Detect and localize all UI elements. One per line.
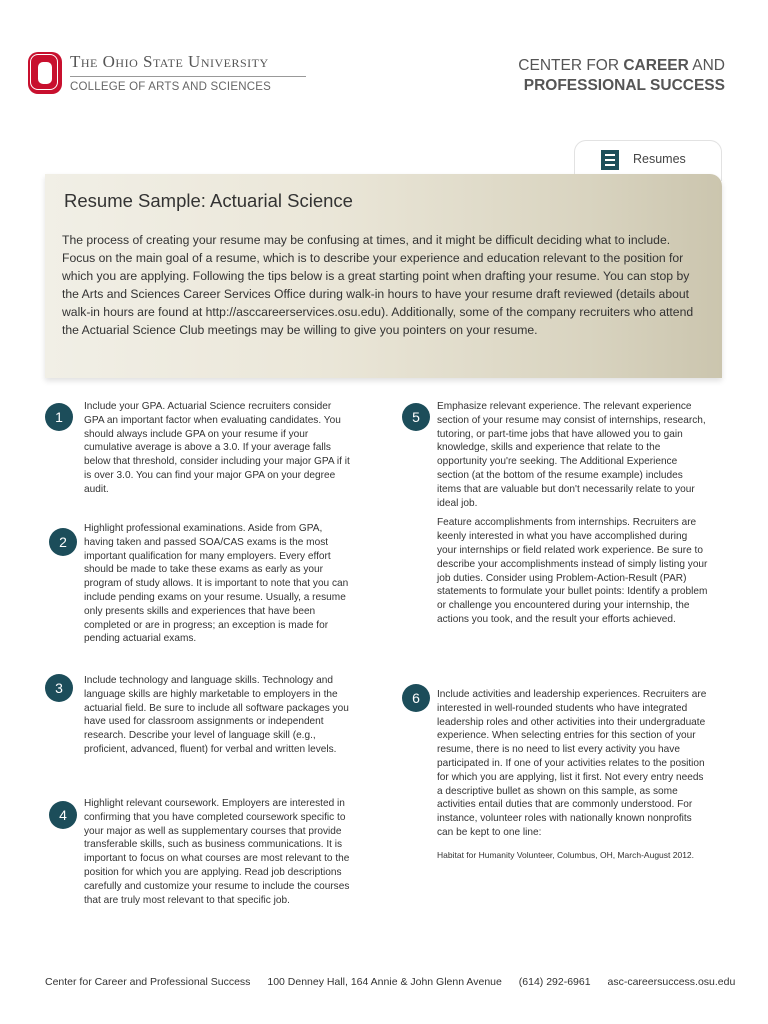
tip-4-text: Highlight relevant coursework. Employers are interested in confirming that you have completed coursework specific to your major as well as supplementary courses that provide transferable skills, such as business communications. It is important to focus on what courses are most relevant to the position for which you are applying. Read job descriptions carefully and customize your resume to include the courses that are truly most relevant to that specific job. <box>84 798 350 906</box>
intro-banner <box>45 174 722 378</box>
center-title: CENTER FOR CAREER AND PROFESSIONAL SUCCESS <box>518 57 725 94</box>
tab-label: Resumes <box>633 152 686 166</box>
intro-paragraph: The process of creating your resume may be confusing at times, and it might be difficult deciding what to include. Focus on the main goal of a resume, which is to describe your experience and education relevant to the position for which you are applying. Following the tips below is a great starting point when drafting your resume. You can stop by the Arts and Sciences Career Services Office during walk-in hours to have your resume draft reviewed (details about walk-in hours are found at http://asccareerservices.osu.edu). Additionally, some of the company recruiters who attend the Actuarial Science Club meetings may be willing to give you pointers on your resume. <box>62 233 694 337</box>
tip-5-text: Emphasize relevant experience. The relevant experience section of your resume may consist of internships, research, tutoring, or part-time jobs that have allowed you to gain knowledge, skills and experience that relate to the opportunity you're seeking. The Additional Experience section (at the bottom of the resume example) includes items that are valuable but don't necessarily relate to your ideal job. Feature accomplishments from internships. Recruiters are keenly interested in what you have accomplished during your internships or field related work experience. Be sure to describe your accomplishments instead of simply listing your job duties. Consider using Problem-Action-Result (PAR) statements to formulate your bullet points: Identify a problem or challenge you encountered during your internship, the actions you took, and the result your efforts achieved. <box>437 401 708 625</box>
tip-number-badge: 4 <box>49 801 77 829</box>
document-icon <box>601 150 619 170</box>
tip-number-badge: 5 <box>402 403 430 431</box>
footer-phone: (614) 292-6961 <box>518 976 591 988</box>
footer-website-link[interactable]: asc-careersuccess.osu.edu <box>607 976 736 988</box>
divider <box>70 76 306 77</box>
page-title: Resume Sample: Actuarial Science <box>64 190 353 211</box>
tip-number-badge: 6 <box>402 684 430 712</box>
footer-address: 100 Denney Hall, 164 Annie & John Glenn Avenue <box>267 976 502 988</box>
tip-6-text: Include activities and leadership experiences. Recruiters are interested in well-rounded students who have integrated leadership roles and other activities into their undergraduate experience. When selecting entries for this section of your resume, there is no need to list every activity you have participated in. If one of your activities relates to the position for which you are applying, list it first. Not every entry needs a descriptive bullet as shown on this sample, as some activities entail duties that are commonly understood. For instance, volunteer roles with nationally known nonprofits can be kept to one line: <box>437 689 707 838</box>
tip-number-badge: 1 <box>45 403 73 431</box>
center-title-line2: PROFESSIONAL SUCCESS <box>523 77 725 94</box>
university-name: The Ohio State University <box>70 52 269 71</box>
tip-6-example: Habitat for Humanity Volunteer, Columbus, OH, March-August 2012. <box>437 850 695 860</box>
college-name: COLLEGE OF ARTS AND SCIENCES <box>70 81 271 93</box>
tip-number-badge: 2 <box>49 528 77 556</box>
footer-center-name: Center for Career and Professional Success <box>45 976 251 988</box>
tip-1-text: Include your GPA. Actuarial Science recruiters consider GPA an important factor when evaluating candidates. You should always include GPA on your resume if your cumulative average is above a 3.0. If your average falls below that threshold, consider including your major GPA if it is over 3.0. You can find your major GPA on your degree audit. <box>84 401 350 495</box>
tip-2-text: Highlight professional examinations. Aside from GPA, having taken and passed SOA/CAS exams is the most important qualification for many employers. Every effort should be made to take these exams as early as your program of study allows. It is important to note that you can include pending exams on your resume. Usually, a resume only presents skills and experiences that have been completed or are in progress; an exception is made for pending actuarial exams. <box>84 523 349 645</box>
tip-3-text: Include technology and language skills. Technology and language skills are highly marketable to employers in the actuarial field. Be sure to include all software packages you have used for classroom assignments or independent research. Describe your level of language skill (e.g., proficient, advanced, fluent) for verbal and written levels. <box>84 675 349 755</box>
osu-block-o-logo <box>28 52 62 94</box>
footer <box>45 976 749 988</box>
tip-number-badge: 3 <box>45 674 73 702</box>
